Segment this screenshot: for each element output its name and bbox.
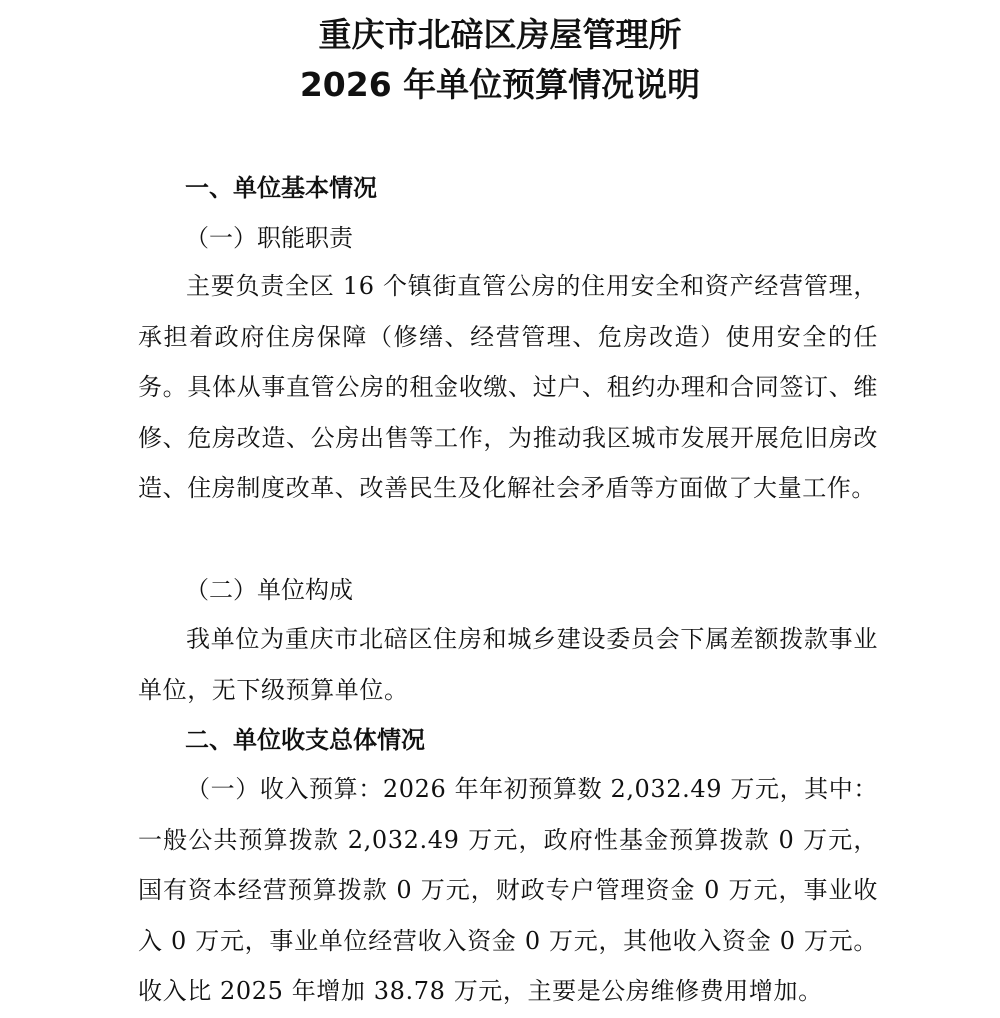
subheading-composition: （二）单位构成 — [185, 576, 353, 604]
paragraph-income-budget: （一）收入预算：2026 年年初预算数 2,032.49 万元，其中：一般公共预算拨款 2,032.49 万元，政府性基金预算拨款 0 万元，国有资本经营预算拨款 0 万元，财政专户管理资金 0 万元，事业收入 0 万元，事业单位经营收入资金 0 万元，其他收入资金 0 万元。收入比 2025 年增加 38.78 万元，主要是公房维修费用增加。 — [138, 775, 878, 1005]
section-heading-basic-info: 一、单位基本情况 — [185, 174, 377, 202]
section-heading-budget-overview: 二、单位收支总体情况 — [185, 726, 425, 754]
document-title-line2: 2026 年单位预算情况说明 — [299, 65, 701, 104]
paragraph-functions: 主要负责全区 16 个镇街直管公房的住用安全和资产经营管理，承担着政府住房保障（修缮、经营管理、危房改造）使用安全的任务。具体从事直管公房的租金收缴、过户、租约办理和合同签订、维修、危房改造、公房出售等工作，为推动我区城市发展开展危旧房改造、住房制度改革、改善民生及化解社会矛盾等方面做了大量工作。 — [138, 272, 878, 502]
paragraph-composition: 我单位为重庆市北碚区住房和城乡建设委员会下属差额拨款事业单位，无下级预算单位。 — [138, 625, 878, 704]
document-title-line1: 重庆市北碚区房屋管理所 — [318, 15, 682, 54]
subheading-functions: （一）职能职责 — [185, 224, 353, 252]
